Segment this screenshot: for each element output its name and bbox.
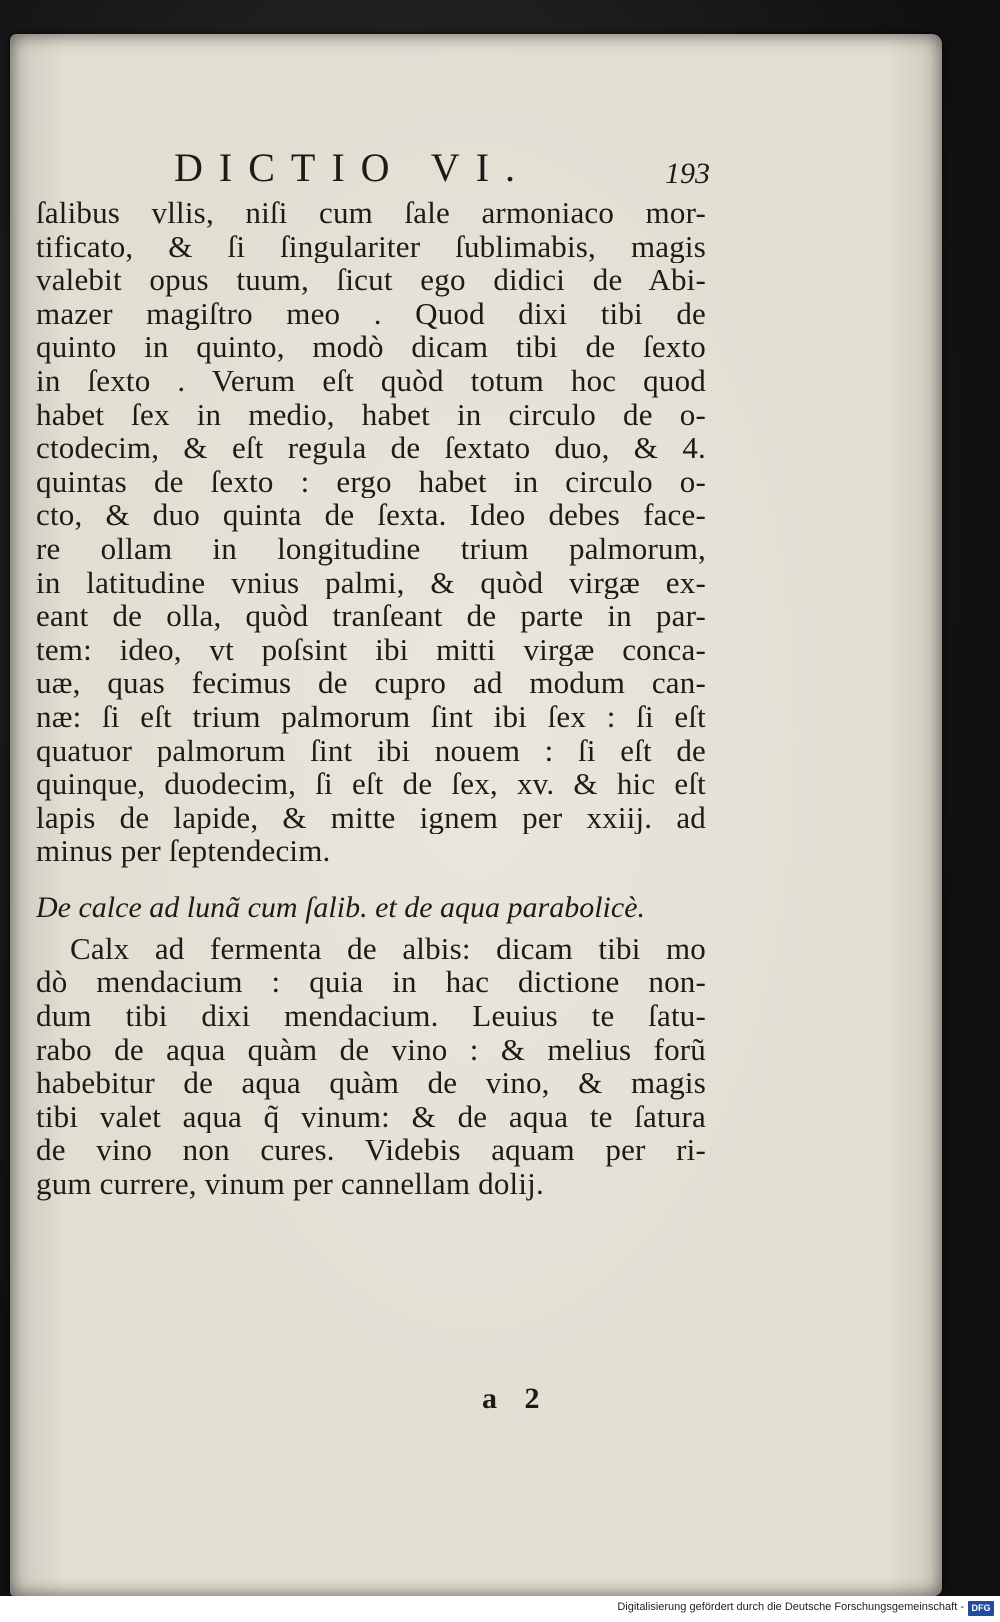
text-line: quatuor palmorum ſint ibi nouem : ſi eſt de <box>36 733 706 768</box>
text-line: dò mendacium : quia in hac dictione non- <box>36 965 706 1000</box>
text-line: minus per ſeptendecim. <box>36 834 331 868</box>
text-line: tibi valet aqua q̃ vinum: & de aqua te ſatura <box>36 1099 706 1134</box>
page-number: 193 <box>665 157 710 190</box>
paragraph-1 <box>36 196 706 868</box>
text-line: rabo de aqua quàm de vino : & melius forũ <box>36 1032 706 1067</box>
running-head <box>36 140 710 196</box>
signature-mark: a 2 <box>482 1382 550 1415</box>
text-line: ctodecim, & eſt regula de ſextato duo, & 4. <box>36 431 706 465</box>
text-line: uæ, quas fecimus de cupro ad modum can- <box>36 666 706 700</box>
text-line: habebitur de aqua quàm de vino, & magis <box>36 1066 706 1100</box>
text-line: lapis de lapide, & mitte ignem per xxiij. ad <box>36 800 706 835</box>
text-line: in latitudine vnius palmi, & quòd virgæ ex- <box>36 565 706 600</box>
footer-bar <box>0 1596 1000 1622</box>
text-line: re ollam in longitudine trium palmorum, <box>36 531 706 566</box>
text-line: tificato, & ſi ſingulariter ſublimabis, magis <box>36 229 706 264</box>
section-heading: De calce ad lunã cum ſalib. et de aqua parabolicè. <box>36 890 646 924</box>
text-line: quintas de ſexto : ergo habet in circulo o- <box>36 464 706 499</box>
text-line: Calx ad fermenta de albis: dicam tibi mo <box>70 931 706 966</box>
text-line: quinque, duodecim, ſi eſt de ſex, xv. & hic eſt <box>36 767 706 801</box>
text-block <box>36 140 710 1201</box>
running-title: DICTIO VI. <box>174 145 532 190</box>
text-line: mazer magiſtro meo . Quod dixi tibi de <box>36 296 706 331</box>
text-line: valebit opus tuum, ſicut ego didici de Abi- <box>36 263 706 297</box>
text-line: næ: ſi eſt trium palmorum ſint ibi ſex : ſi eſt <box>36 699 706 734</box>
text-line: dum tibi dixi mendacium. Leuius te ſatu- <box>36 999 706 1033</box>
text-line: de vino non cures. Videbis aquam per ri- <box>36 1133 706 1168</box>
text-line: cto, & duo quinta de ſexta. Ideo debes face- <box>36 498 706 532</box>
text-line: tem: ideo, vt poſsint ibi mitti virgæ conca- <box>36 632 706 667</box>
text-line: gum currere, vinum per cannellam dolij. <box>36 1167 544 1201</box>
paragraph-2 <box>36 932 706 1201</box>
text-line: ſalibus vllis, niſi cum ſale armoniaco mor- <box>36 196 706 230</box>
text-line: quinto in quinto, modò dicam tibi de ſexto <box>36 330 706 364</box>
text-line: habet ſex in medio, habet in circulo de o- <box>36 397 706 432</box>
text-line: in ſexto . Verum eſt quòd totum hoc quod <box>36 363 706 398</box>
footer-credit: Digitalisierung gefördert durch die Deutsche Forschungsgemeinschaft - <box>617 1601 964 1613</box>
text-line: eant de olla, quòd tranſeant de parte in par- <box>36 599 706 633</box>
dfg-logo[interactable]: DFG <box>968 1601 994 1616</box>
